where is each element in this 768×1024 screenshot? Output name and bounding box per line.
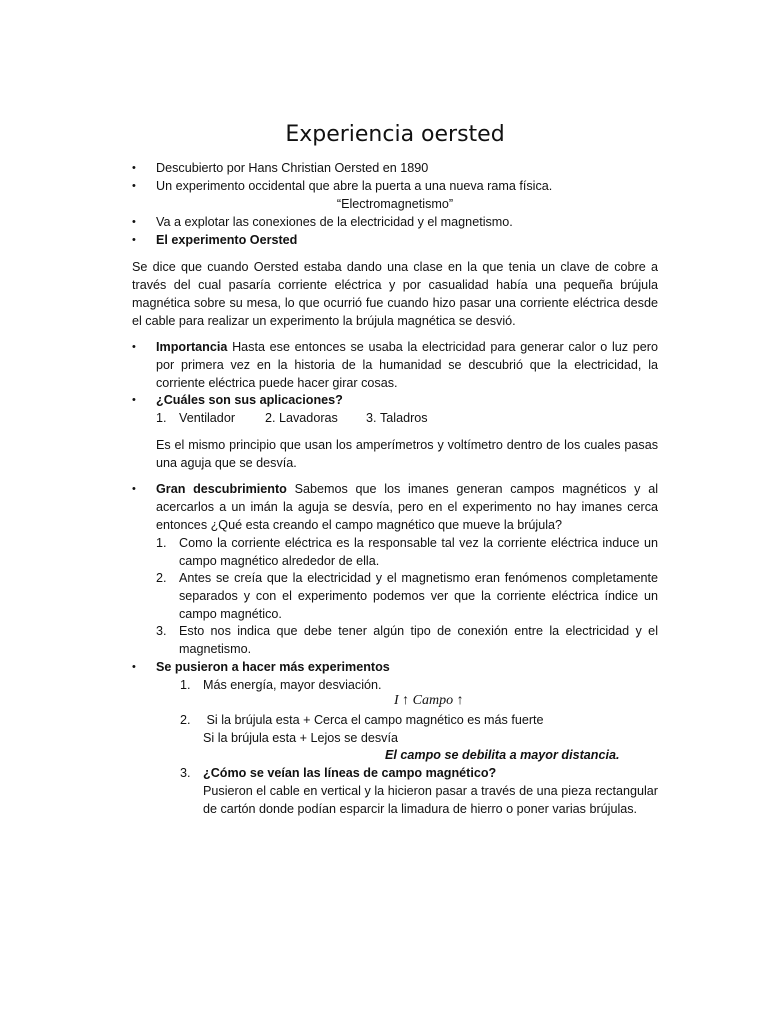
bullet-icon: •: [132, 234, 136, 246]
list-item: Taladros: [380, 411, 428, 425]
importancia-paragraph: Importancia Hasta ese entonces se usaba la electricidad para generar calor o luz pero por primera vez en la historia de la humanidad se descubrió que la electricidad, la corriente eléctrica puede hacer girar cosas.: [156, 340, 658, 390]
importancia-label: Importancia: [156, 340, 228, 354]
bullet-icon: •: [132, 216, 136, 228]
section-heading: El experimento Oersted: [156, 233, 298, 247]
section-heading: Se pusieron a hacer más experimentos: [156, 660, 390, 674]
section-heading: ¿Cuáles son sus aplicaciones?: [156, 393, 343, 407]
paragraph: Se dice que cuando Oersted estaba dando una clase en la que tenia un clave de cobre a través del cual pasaría corriente eléctrica y por casualidad había una pequeña brújula magnética sobre su mesa, lo que ocurrió fue cuando hizo pasar una corriente eléctrica desde el cable para realizar un experimento la brújula magnética se desvió.: [132, 260, 658, 328]
question-heading: ¿Cómo se veían las líneas de campo magnético?: [203, 766, 497, 780]
bullet-icon: •: [132, 162, 136, 174]
page-title: Experiencia oersted: [285, 122, 505, 147]
paragraph: Es el mismo principio que usan los amperímetros y voltímetro dentro de los cuales pasas una aguja que se desvía.: [156, 438, 658, 470]
formula: I ↑ Campo ↑: [394, 693, 464, 708]
gran-label: Gran descubrimiento: [156, 482, 287, 496]
list-item: Lavadoras: [279, 411, 338, 425]
conclusion-text: El campo se debilita a mayor distancia.: [385, 748, 620, 762]
quote-text: “Electromagnetismo”: [336, 197, 454, 211]
bullet-icon: •: [132, 661, 136, 673]
paragraph: Pusieron el cable en vertical y la hicieron pasar a través de una pieza rectangular de cartón donde podían esparcir la limadura de hierro o poner varias brújulas.: [203, 784, 658, 816]
bullet-icon: •: [132, 394, 136, 406]
bullet-icon: •: [132, 483, 136, 495]
list-item: Ventilador: [179, 411, 236, 425]
gran-paragraph: Gran descubrimiento Sabemos que los imanes generan campos magnéticos y al acercarlos a un imán la aguja se desvía, pero en el experimento no hay imanes cerca entonces ¿Qué esta creando el campo magnético que mueve la brújula?: [156, 482, 658, 532]
bullet-icon: •: [132, 341, 136, 353]
bullet-icon: •: [132, 180, 136, 192]
